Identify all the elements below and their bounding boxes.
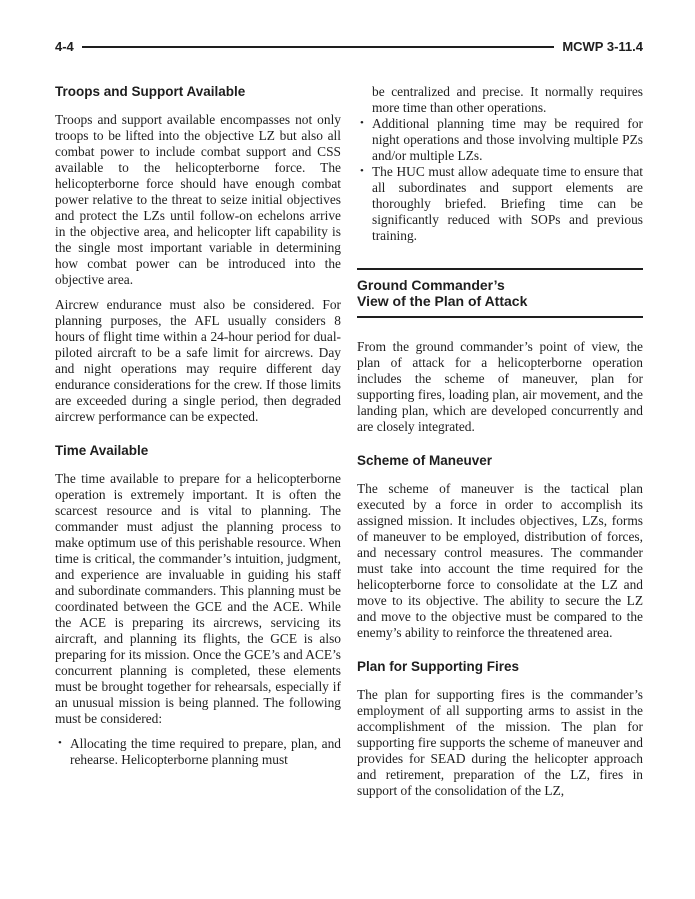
bullet-continuation-centralized: be centralized and precise. It normally requires more time than other operations. [372,84,643,115]
paragraph-time-available: The time available to prepare for a helicopterborne operation is extremely important. It is often the scarcest resource and is vital to planning. The commander must adjust the planning process to make optimum use of this perishable resource. When time is critical, the commander’s intuition, judgment, and experience are invaluable in guiding his staff and subordinate commanders. This planning must be coordinated between the GCE and the ACE. While the ACE is preparing its aircrews, servicing its aircraft, and planning its flights, the GCE is also preparing for its mission. Once the GCE’s and ACE’s concurrent planning is completed, these elements must be brought together for rehearsals, especially if an unusual mission is being planned. The following must be considered: [55,471,342,726]
bullet-item-allocating-time [55,736,341,768]
right-column [357,84,643,808]
page-body [55,84,643,808]
section-banner-line-1: Ground Commander’s [357,277,505,293]
heading-scheme-of-maneuver: Scheme of Maneuver [357,453,493,468]
paragraph-scheme-of-maneuver: The scheme of maneuver is the tactical plan executed by a force in order to accomplish its assigned mission. It includes objectives, LZs, forms of maneuver to be employed, distribution of forces, and necessary control measures. The commander must take into account the time required for the helicopterborne force to consolidate at the LZ and move to its objective. The ability to secure the LZ and move to the objective must be compared to the enemy’s ability to reinforce the threatened area. [357,481,643,640]
paragraph-ground-commanders-view: From the ground commander’s point of view, the plan of attack for a helicopterborne operation includes the scheme of maneuver, plan for supporting fires, loading plan, air movement, and the landing plan, which are developed concurrently and are closely integrated. [357,339,643,434]
page-number: 4-4 [55,39,74,54]
paragraph-troops-support: Troops and support available encompasses not only troops to be lifted into the objective LZ but also all combat power to include combat support and CSS available to the helicopterborne force. The helicopterborne force should have enough combat power relative to the threat to seize initial objectives and protect the LZs until follow-on echelons arrive in the objective area, and helicopter lift capability is the single most important variable in determining how combat power can be introduced into the objective area. [55,112,341,287]
bullet-icon: • [360,117,364,129]
paragraph-plan-for-supporting-fires: The plan for supporting fires is the commander’s employment of all supporting arms to assist in the accomplishment of the mission. The plan for supporting fire supports the scheme of maneuver and provides for SEAD during the helicopter approach and retirement, preparation of the LZ, fires in support of the consolidation of the LZ, [357,687,643,798]
bullet-item-additional-planning-time [357,116,643,164]
bullet-icon: • [58,737,62,749]
heading-plan-for-supporting-fires: Plan for Supporting Fires [357,659,520,674]
bullet-text: Additional planning time may be required for night operations and those involving multiple PZs and/or multiple LZs. [372,116,643,163]
heading-troops-and-support-available: Troops and Support Available [55,84,246,99]
heading-time-available: Time Available [55,443,149,458]
page-header [55,40,643,54]
doc-code: MCWP 3-11.4 [562,39,643,54]
bullet-icon: • [360,165,364,177]
section-banner-line-2: View of the Plan of Attack [357,293,528,309]
section-banner-ground-commanders-view [357,268,643,318]
bullet-text: Allocating the time required to prepare, plan, and rehearse. Helicopterborne planning must [70,736,341,767]
left-column [55,84,341,808]
paragraph-aircrew-endurance: Aircrew endurance must also be considered. For planning purposes, the AFL usually considers 8 hours of flight time within a 24-hour period for dual-piloted aircraft to be a safe limit for aircrews. Day and night operations may require different day endurance considerations for the crew. If those limits are exceeded during a single period, then degraded aircrew performance can be expected. [55,297,341,424]
bullet-item-huc-briefing-time [357,164,643,244]
header-rule [82,46,555,48]
bullet-text: The HUC must allow adequate time to ensure that all subordinates and support elements are thoroughly briefed. Briefing time can be significantly reduced with SOPs and previous training. [372,164,643,243]
